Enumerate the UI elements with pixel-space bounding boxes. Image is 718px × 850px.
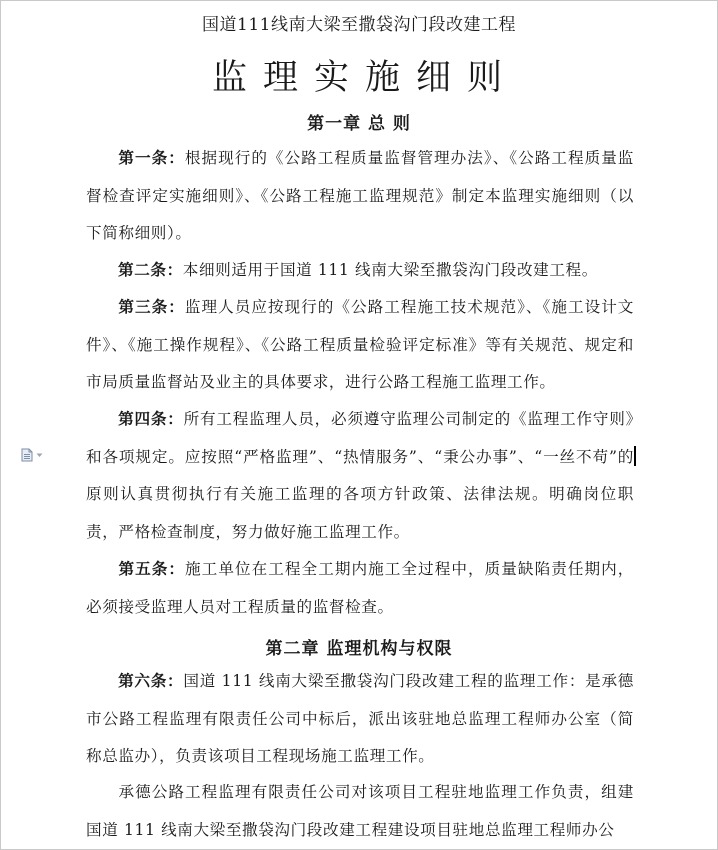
article-6-label: 第六条： <box>118 671 184 690</box>
article-4 <box>86 400 634 551</box>
article-3 <box>86 288 634 402</box>
article-3-text: 监理人员应按现行的《公路工程施工技术规范》、《施工设计文件》、《施工操作规程》、《公路工程质量检验评定标准》等有关规范、规定和市局质量监督站及业主的具体要求，进行公路工程施工监理工作。 <box>86 298 634 391</box>
chevron-down-icon <box>36 453 43 458</box>
article-5 <box>86 550 634 626</box>
article-1-text: 根据现行的《公路工程质量监督管理办法》、《公路工程质量监督检查评定实施细则》、《公路工程施工监理规范》制定本监理实施细则（以下简称细则）。 <box>86 149 634 242</box>
article-3-label: 第三条： <box>118 297 185 316</box>
article-1-label: 第一条： <box>118 148 185 167</box>
article-2-text: 本细则适用于国道 111 线南大梁至撒袋沟门段改建工程。 <box>182 261 598 279</box>
article-2 <box>86 251 634 290</box>
article-6-text: 国道 111 线南大梁至撒袋沟门段改建工程的监理工作：是承德市公路工程监理有限责任公司中标后，派出该驻地总监理工程师办公室（简称总监办），负责该项目工程现场施工监理工作。 <box>86 672 634 765</box>
article-5-label: 第五条： <box>118 559 186 578</box>
trailing-paragraph-text: 承德公路工程监理有限责任公司对该项目工程驻地监理工作负责，组建国道 111 线南大梁至撒袋沟门段改建工程建设项目驻地总监理工程师办公 <box>86 783 634 839</box>
article-5-text: 施工单位在工程全工期内施工全过程中，质量缺陷责任期内，必须接受监理人员对工程质量的监督检查。 <box>86 560 634 616</box>
project-header-title: 国道111线南大梁至撒袋沟门段改建工程 <box>202 15 516 35</box>
text-cursor <box>634 446 636 466</box>
article-2-label: 第二条： <box>118 260 183 279</box>
article-6 <box>86 662 634 776</box>
trailing-paragraph <box>86 774 634 849</box>
chapter-2-title: 第二章 监理机构与权限 <box>265 639 453 659</box>
main-title: 监理实施细则 <box>211 58 518 98</box>
document-icon <box>21 448 33 462</box>
paragraph-options-button[interactable] <box>21 447 49 463</box>
chapter-1-title: 第一章 总 则 <box>307 114 411 134</box>
article-4-label: 第四条： <box>118 409 184 428</box>
article-4-text: 所有工程监理人员，必须遵守监理公司制定的《监理工作守则》和各项规定。应按照“严格监理”、“热情服务”、“秉公办事”、“一丝不苟”的原则认真贯彻执行有关施工监理的各项方针政策、法律法规。明确岗位职责，严格检查制度，努力做好施工监理工作。 <box>86 410 634 541</box>
article-1 <box>86 139 634 253</box>
